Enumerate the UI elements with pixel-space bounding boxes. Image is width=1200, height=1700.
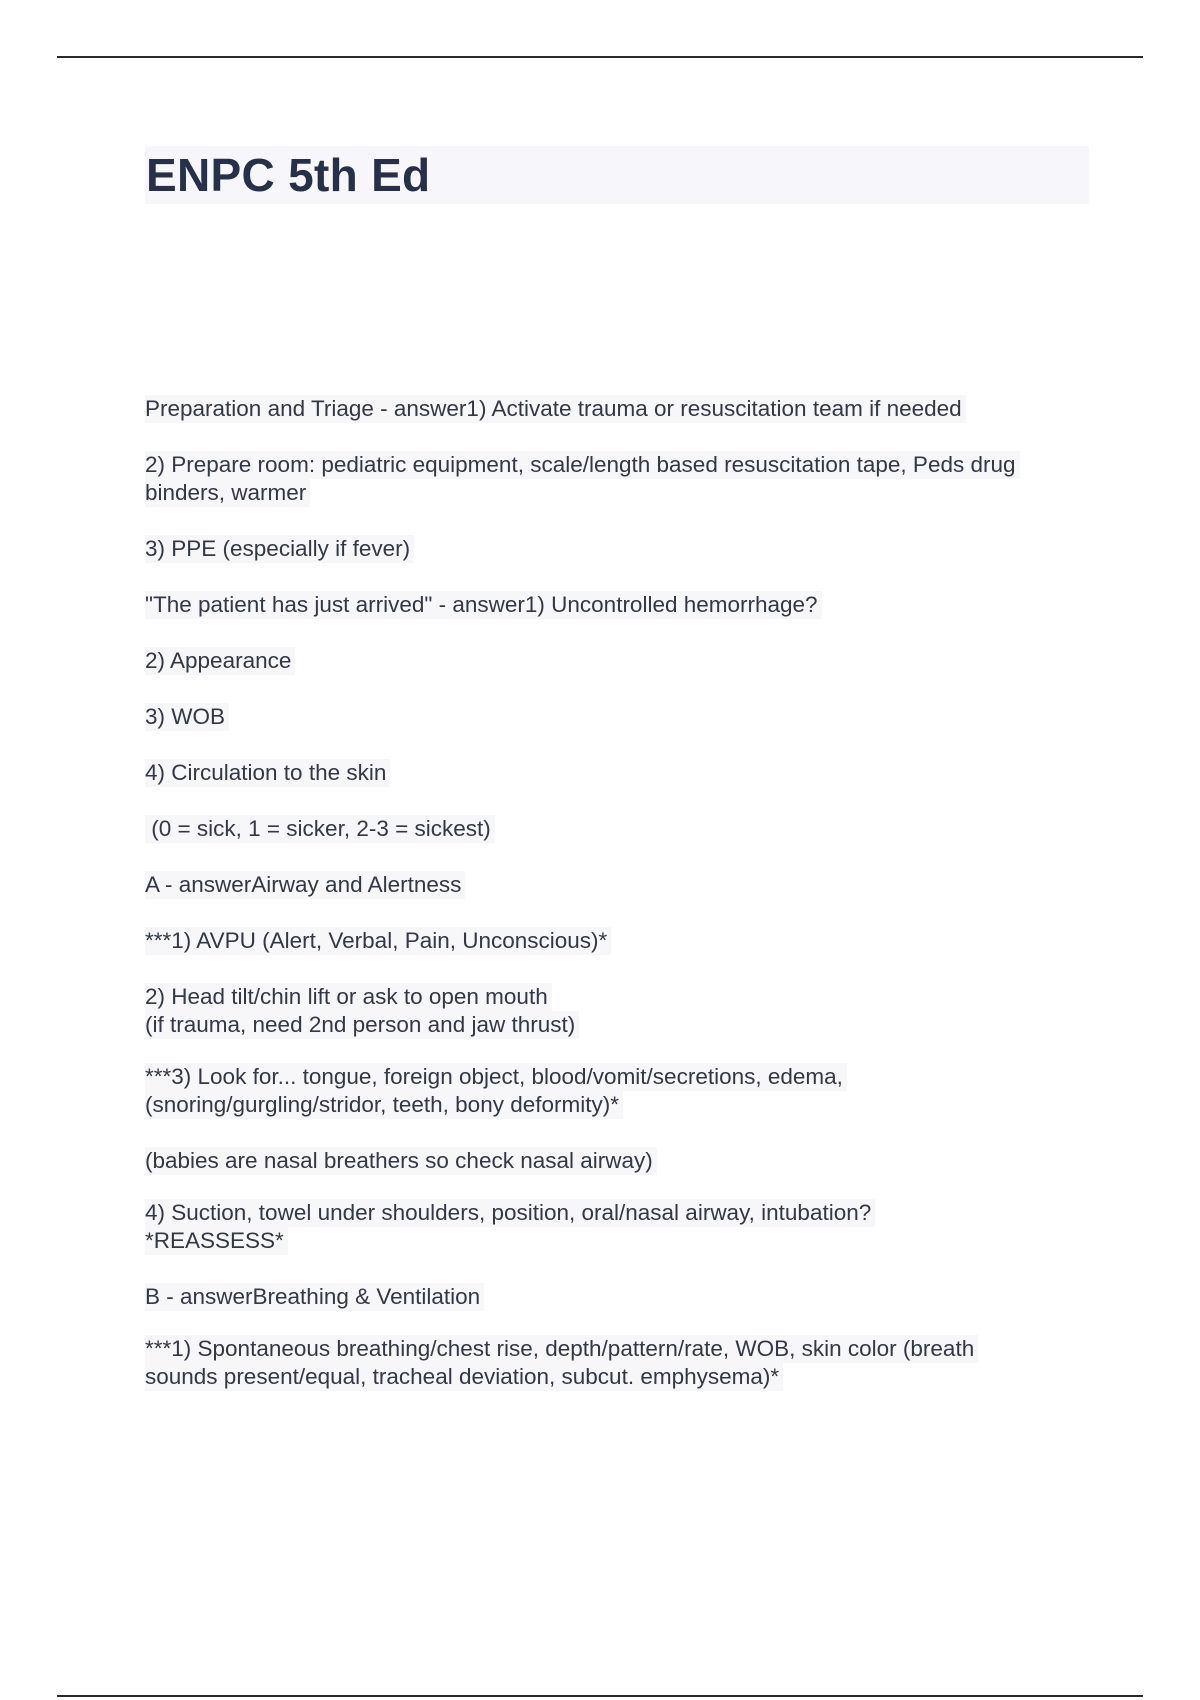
paragraph-line: (snoring/gurgling/stridor, teeth, bony deformity)* xyxy=(145,1091,623,1119)
paragraph-look-for xyxy=(145,1063,847,1119)
paragraph-line: (babies are nasal breathers so check nasal airway) xyxy=(145,1147,657,1175)
bottom-rule xyxy=(57,1695,1143,1697)
paragraph-line: 3) PPE (especially if fever) xyxy=(145,535,414,563)
paragraph-circulation xyxy=(145,759,390,787)
paragraph-breathing xyxy=(145,1283,484,1311)
paragraph-line: 2) Appearance xyxy=(145,647,295,675)
paragraph-line: 4) Suction, towel under shoulders, position, oral/nasal airway, intubation? xyxy=(145,1199,875,1227)
top-rule xyxy=(57,56,1143,58)
paragraph-line: "The patient has just arrived" - answer1) Uncontrolled hemorrhage? xyxy=(145,591,822,619)
paragraph-line: (0 = sick, 1 = sicker, 2-3 = sickest) xyxy=(145,815,495,843)
document-body xyxy=(145,395,1095,1391)
paragraph-nasal-breathers xyxy=(145,1147,657,1175)
paragraph-wob xyxy=(145,703,229,731)
page-title: ENPC 5th Ed xyxy=(146,149,431,201)
paragraph-ppe xyxy=(145,535,414,563)
paragraph-line: 2) Head tilt/chin lift or ask to open mouth xyxy=(145,983,552,1011)
paragraph-appearance xyxy=(145,647,295,675)
paragraph-line: (if trauma, need 2nd person and jaw thrust) xyxy=(145,1011,579,1039)
paragraph-line: sounds present/equal, tracheal deviation, subcut. emphysema)* xyxy=(145,1363,783,1391)
paragraph-line: 2) Prepare room: pediatric equipment, scale/length based resuscitation tape, Peds drug xyxy=(145,451,1020,479)
paragraph-line: B - answerBreathing & Ventilation xyxy=(145,1283,484,1311)
paragraph-line: ***1) AVPU (Alert, Verbal, Pain, Unconscious)* xyxy=(145,927,611,955)
paragraph-avpu xyxy=(145,927,611,955)
paragraph-airway xyxy=(145,871,465,899)
paragraph-suction xyxy=(145,1199,875,1255)
paragraph-line: A - answerAirway and Alertness xyxy=(145,871,465,899)
paragraph-line: binders, warmer xyxy=(145,479,310,507)
paragraph-line: ***1) Spontaneous breathing/chest rise, depth/pattern/rate, WOB, skin color (breath xyxy=(145,1335,978,1363)
paragraph-prepare-room xyxy=(145,451,1020,507)
paragraph-line: *REASSESS* xyxy=(145,1227,288,1255)
paragraph-line: ***3) Look for... tongue, foreign object, blood/vomit/secretions, edema, xyxy=(145,1063,847,1091)
paragraph-line: 4) Circulation to the skin xyxy=(145,759,390,787)
paragraph-spontaneous-breathing xyxy=(145,1335,978,1391)
paragraph-line: 3) WOB xyxy=(145,703,229,731)
paragraph-preparation-triage xyxy=(145,395,966,423)
paragraph-head-tilt xyxy=(145,983,579,1039)
paragraph-patient-arrived xyxy=(145,591,822,619)
paragraph-severity-scale xyxy=(145,815,495,843)
paragraph-line: Preparation and Triage - answer1) Activate trauma or resuscitation team if needed xyxy=(145,395,966,423)
